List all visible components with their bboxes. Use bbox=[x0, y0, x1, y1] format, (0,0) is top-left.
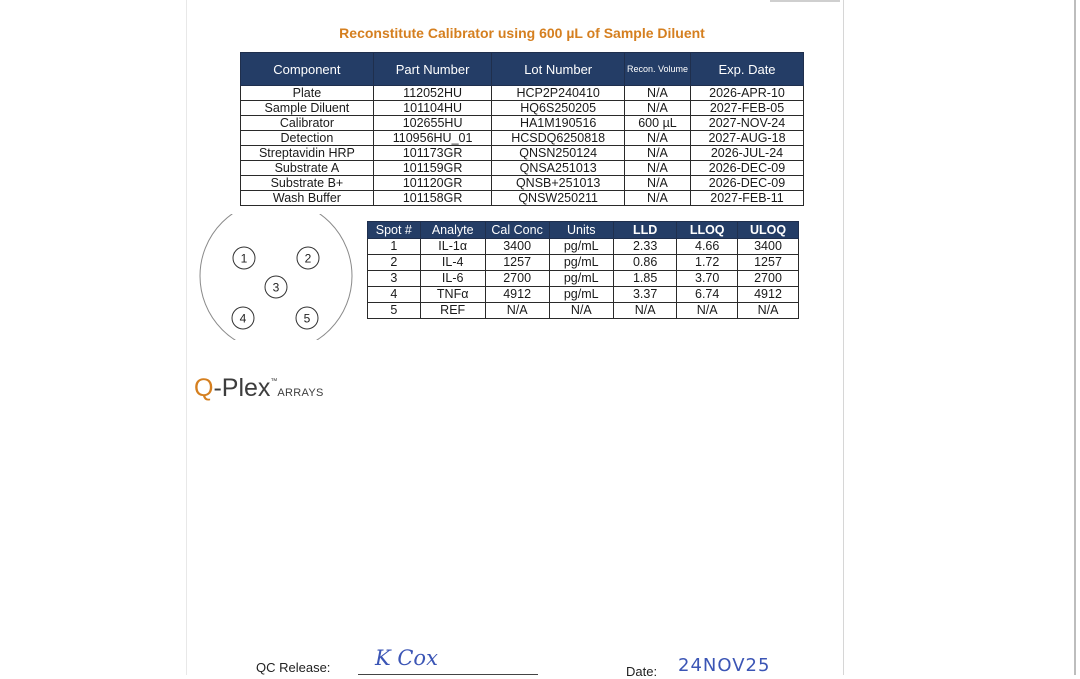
component-row-cell: QNSA251013 bbox=[492, 161, 625, 176]
component-row-cell: 2027-NOV-24 bbox=[691, 116, 804, 131]
header-part-number: Part Number bbox=[373, 53, 492, 86]
q-plex-logo bbox=[194, 374, 324, 410]
component-row bbox=[241, 161, 804, 176]
spot-row-cell: REF bbox=[420, 303, 485, 319]
spot-5-label: 5 bbox=[303, 311, 311, 326]
component-row-cell: 110956HU_01 bbox=[373, 131, 492, 146]
component-row bbox=[241, 101, 804, 116]
qc-release-label: QC Release: bbox=[256, 660, 331, 675]
spot-row-cell: N/A bbox=[738, 303, 799, 319]
spot-row-cell: 1.72 bbox=[677, 255, 738, 271]
qc-signature: K Cox bbox=[375, 646, 438, 670]
component-row bbox=[241, 146, 804, 161]
header-recon-volume: Recon. Volume bbox=[624, 53, 690, 86]
spot-row-cell: 3400 bbox=[485, 239, 549, 255]
component-row-cell: N/A bbox=[624, 176, 690, 191]
component-row-cell: QNSW250211 bbox=[492, 191, 625, 206]
component-row-cell: N/A bbox=[624, 191, 690, 206]
component-row-cell: Sample Diluent bbox=[241, 101, 374, 116]
header-units: Units bbox=[549, 222, 613, 239]
header-lot-number: Lot Number bbox=[492, 53, 625, 86]
component-row-cell: Wash Buffer bbox=[241, 191, 374, 206]
component-row bbox=[241, 191, 804, 206]
spot-row bbox=[368, 287, 799, 303]
component-row-cell: Plate bbox=[241, 86, 374, 101]
spot-row-cell: IL-1α bbox=[420, 239, 485, 255]
spot-row-cell: 2700 bbox=[738, 271, 799, 287]
spot-row-cell: 1.85 bbox=[613, 271, 676, 287]
spot-row-cell: pg/mL bbox=[549, 239, 613, 255]
header-lld: LLD bbox=[613, 222, 676, 239]
logo-plex: -Plex bbox=[213, 374, 271, 402]
spot-row-cell: 0.86 bbox=[613, 255, 676, 271]
components-table bbox=[240, 52, 804, 206]
spot-row-cell: 5 bbox=[368, 303, 421, 319]
spot-row-cell: 3.70 bbox=[677, 271, 738, 287]
components-body bbox=[241, 86, 804, 206]
component-row-cell: N/A bbox=[624, 161, 690, 176]
spot-row bbox=[368, 271, 799, 287]
spot-row-cell: 2 bbox=[368, 255, 421, 271]
component-row-cell: 2027-FEB-11 bbox=[691, 191, 804, 206]
spot-3 bbox=[265, 276, 287, 298]
spots-header-row bbox=[368, 222, 799, 239]
component-row-cell: QNSN250124 bbox=[492, 146, 625, 161]
spot-row-cell: N/A bbox=[549, 303, 613, 319]
component-row-cell: N/A bbox=[624, 146, 690, 161]
component-row-cell: N/A bbox=[624, 86, 690, 101]
component-row-cell: HCP2P240410 bbox=[492, 86, 625, 101]
header-cal-conc: Cal Conc bbox=[485, 222, 549, 239]
component-row-cell: 101120GR bbox=[373, 176, 492, 191]
component-row-cell: 2026-JUL-24 bbox=[691, 146, 804, 161]
spot-row-cell: 3400 bbox=[738, 239, 799, 255]
spot-1-label: 1 bbox=[240, 251, 248, 266]
spot-row-cell: pg/mL bbox=[549, 255, 613, 271]
component-row-cell: 102655HU bbox=[373, 116, 492, 131]
header-uloq: ULOQ bbox=[738, 222, 799, 239]
spot-layout-diagram bbox=[198, 214, 356, 340]
component-row-cell: 112052HU bbox=[373, 86, 492, 101]
handwritten-date: 24NOV25 bbox=[678, 655, 771, 676]
spot-row-cell: 2.33 bbox=[613, 239, 676, 255]
spot-row-cell: 3.37 bbox=[613, 287, 676, 303]
well-outline bbox=[200, 214, 352, 340]
spot-1 bbox=[233, 247, 255, 269]
header-spot: Spot # bbox=[368, 222, 421, 239]
spot-row-cell: 2700 bbox=[485, 271, 549, 287]
spot-row-cell: N/A bbox=[677, 303, 738, 319]
spot-row-cell: IL-6 bbox=[420, 271, 485, 287]
spot-row-cell: 4912 bbox=[738, 287, 799, 303]
component-row-cell: 2027-FEB-05 bbox=[691, 101, 804, 116]
header-analyte: Analyte bbox=[420, 222, 485, 239]
spot-row-cell: N/A bbox=[485, 303, 549, 319]
component-row-cell: 2026-DEC-09 bbox=[691, 161, 804, 176]
component-row bbox=[241, 131, 804, 146]
component-row-cell: HQ6S250205 bbox=[492, 101, 625, 116]
component-row bbox=[241, 86, 804, 101]
spot-row-cell: 1257 bbox=[485, 255, 549, 271]
page-title: Reconstitute Calibrator using 600 µL of Sample Diluent bbox=[339, 25, 705, 41]
scan-edge bbox=[1074, 0, 1076, 675]
component-row-cell: 2026-APR-10 bbox=[691, 86, 804, 101]
spot-4 bbox=[232, 307, 254, 329]
component-row-cell: N/A bbox=[624, 101, 690, 116]
spot-row-cell: pg/mL bbox=[549, 287, 613, 303]
component-row-cell: 101104HU bbox=[373, 101, 492, 116]
header-component: Component bbox=[241, 53, 374, 86]
component-row-cell: 101159GR bbox=[373, 161, 492, 176]
component-row-cell: HA1M190516 bbox=[492, 116, 625, 131]
header-exp-date: Exp. Date bbox=[691, 53, 804, 86]
spot-row-cell: 6.74 bbox=[677, 287, 738, 303]
component-row bbox=[241, 116, 804, 131]
component-row-cell: 101158GR bbox=[373, 191, 492, 206]
top-scan-mark bbox=[770, 0, 840, 2]
component-row bbox=[241, 176, 804, 191]
spot-row bbox=[368, 303, 799, 319]
spot-row bbox=[368, 239, 799, 255]
component-row-cell: 600 µL bbox=[624, 116, 690, 131]
logo-arrays: ARRAYS bbox=[277, 387, 324, 399]
spots-table bbox=[367, 221, 799, 319]
spot-row-cell: 4.66 bbox=[677, 239, 738, 255]
components-header-row bbox=[241, 53, 804, 86]
spot-row-cell: 3 bbox=[368, 271, 421, 287]
component-row-cell: HCSDQ6250818 bbox=[492, 131, 625, 146]
spot-3-label: 3 bbox=[272, 280, 280, 295]
spot-row-cell: 4 bbox=[368, 287, 421, 303]
spot-row-cell: IL-4 bbox=[420, 255, 485, 271]
spot-5 bbox=[296, 307, 318, 329]
spot-2-label: 2 bbox=[304, 251, 312, 266]
spots-body bbox=[368, 239, 799, 319]
spot-2 bbox=[297, 247, 319, 269]
component-row-cell: Substrate B+ bbox=[241, 176, 374, 191]
component-row-cell: Detection bbox=[241, 131, 374, 146]
component-row-cell: 2027-AUG-18 bbox=[691, 131, 804, 146]
spot-row-cell: pg/mL bbox=[549, 271, 613, 287]
spot-row-cell: 1 bbox=[368, 239, 421, 255]
spot-row-cell: 4912 bbox=[485, 287, 549, 303]
logo-trademark: ™ bbox=[270, 378, 278, 385]
component-row-cell: Substrate A bbox=[241, 161, 374, 176]
component-row-cell: 101173GR bbox=[373, 146, 492, 161]
spot-row-cell: N/A bbox=[613, 303, 676, 319]
component-row-cell: Streptavidin HRP bbox=[241, 146, 374, 161]
spot-4-label: 4 bbox=[239, 311, 247, 326]
spot-row-cell: 1257 bbox=[738, 255, 799, 271]
logo-q: Q bbox=[194, 374, 214, 402]
header-lloq: LLOQ bbox=[677, 222, 738, 239]
component-row-cell: N/A bbox=[624, 131, 690, 146]
date-label: Date: bbox=[626, 664, 658, 679]
spot-row bbox=[368, 255, 799, 271]
spot-row-cell: TNFα bbox=[420, 287, 485, 303]
component-row-cell: Calibrator bbox=[241, 116, 374, 131]
component-row-cell: QNSB+251013 bbox=[492, 176, 625, 191]
component-row-cell: 2026-DEC-09 bbox=[691, 176, 804, 191]
